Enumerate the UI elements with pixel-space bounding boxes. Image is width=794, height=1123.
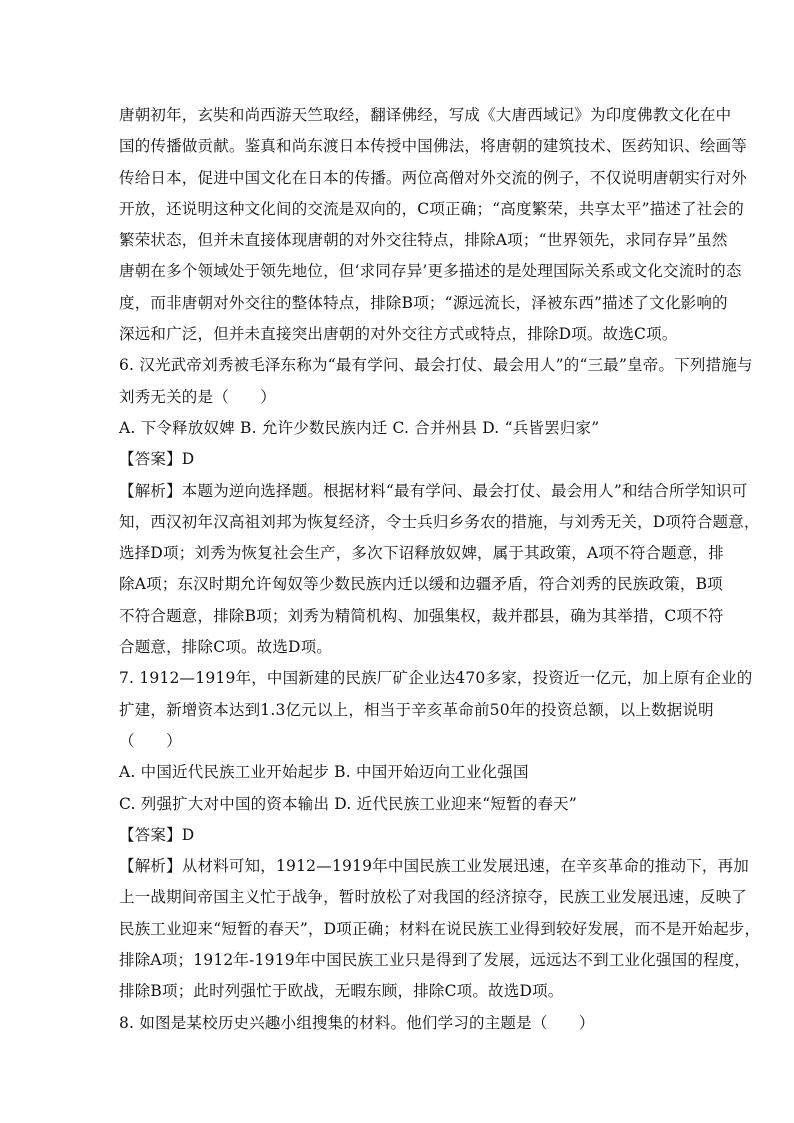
question-text-line: 6. 汉光武帝刘秀被毛泽东称为“最有学问、最会打仗、最会用人”的“三最”皇帝。下列措施与 [119, 356, 753, 375]
answer-options-line: A. 下令释放奴婢 B. 允许少数民族内迁 C. 合并州县 D. “兵皆罢归家” [119, 418, 600, 437]
explanation-text-line: 除A项；东汉时期允许匈奴等少数民族内迁以缓和边疆矛盾，符合刘秀的民族政策，B项 [119, 575, 723, 594]
explanation-text-line: 排除B项；此时列强忙于欧战，无暇东顾，排除C项。故选D项。 [119, 982, 564, 1001]
explanation-text-line: 传给日本，促进中国文化在日本的传播。两位高僧对外交流的例子，不仅说明唐朝实行对外 [119, 168, 748, 187]
explanation-text-line: 【解析】本题为逆向选择题。根据材料“最有学问、最会打仗、最会用人”和结合所学知识可 [119, 481, 748, 500]
document-body [119, 100, 761, 1039]
explanation-text-line: 国的传播做贡献。鉴真和尚东渡日本传授中国佛法，将唐朝的建筑技术、医药知识、绘画等 [119, 137, 748, 156]
explanation-text-line: 排除A项；1912年-1919年中国民族工业只是得到了发展，远远达不到工业化强国的程度， [119, 951, 751, 970]
explanation-text-line: 【解析】从材料可知，1912—1919年中国民族工业发展迅速，在辛亥革命的推动下，再加 [119, 857, 749, 876]
answer-key-line: 【答案】D [119, 450, 195, 469]
question-text-line: 扩建，新增资本达到1.3亿元以上，相当于辛亥革命前50年的投资总额，以上数据说明 [119, 700, 714, 719]
explanation-text-line: 开放，还说明这种文化间的交流是双向的，C项正确；“高度繁荣，共享太平”描述了社会的 [119, 199, 744, 218]
explanation-text-line: 合题意，排除C项。故选D项。 [119, 638, 333, 657]
question-text-line: 7. 1912—1919年，中国新建的民族厂矿企业达470多家，投资近一亿元，加上原有企业的 [119, 669, 753, 688]
question-text-line: 8. 如图是某校历史兴趣小组搜集的材料。他们学习的主题是（ ） [119, 1013, 595, 1032]
explanation-text-line: 不符合题意，排除B项；刘秀为精简机构、加强集权，裁并郡县，确为其举措，C项不符 [119, 606, 724, 625]
question-text-line: （ ） [119, 731, 182, 750]
explanation-text-line: 民族工业迎来“短暂的春天”，D项正确；材料在说民族工业得到较好发展，而不是开始起步， [119, 919, 761, 938]
question-text-line: 刘秀无关的是（ ） [119, 387, 277, 406]
explanation-text-line: 深远和广泛，但并未直接突出唐朝的对外交往方式或特点，排除D项。故选C项。 [119, 325, 678, 344]
explanation-text-line: 知，西汉初年汉高祖刘邦为恢复经济，令士兵归乡务农的措施，与刘秀无关，D项符合题意， [119, 512, 760, 531]
answer-options-line: A. 中国近代民族工业开始起步 B. 中国开始迈向工业化强国 [119, 763, 529, 782]
explanation-text-line: 唐朝在多个领域处于领先地位，但‘求同存异’更多描述的是处理国际关系或文化交流时的态 [119, 262, 742, 281]
answer-key-line: 【答案】D [119, 825, 195, 844]
explanation-text-line: 繁荣状态，但并未直接体现唐朝的对外交往特点，排除A项；“世界领先，求同存异”虽然 [119, 231, 728, 250]
explanation-text-line: 唐朝初年，玄奘和尚西游天竺取经，翻译佛经，写成《大唐西域记》为印度佛教文化在中 [119, 106, 732, 124]
explanation-text-line: 选择D项；刘秀为恢复社会生产，多次下诏释放奴婢，属于其政策，A项不符合题意，排 [119, 544, 724, 563]
explanation-text-line: 度，而非唐朝对外交往的整体特点，排除B项；“源远流长，泽被东西”描述了文化影响的 [119, 293, 728, 312]
explanation-text-line: 上一战期间帝国主义忙于战争，暂时放松了对我国的经济掠夺，民族工业发展迅速，反映了 [119, 888, 748, 907]
answer-options-line: C. 列强扩大对中国的资本输出 D. 近代民族工业迎来“短暂的春天” [119, 794, 577, 813]
